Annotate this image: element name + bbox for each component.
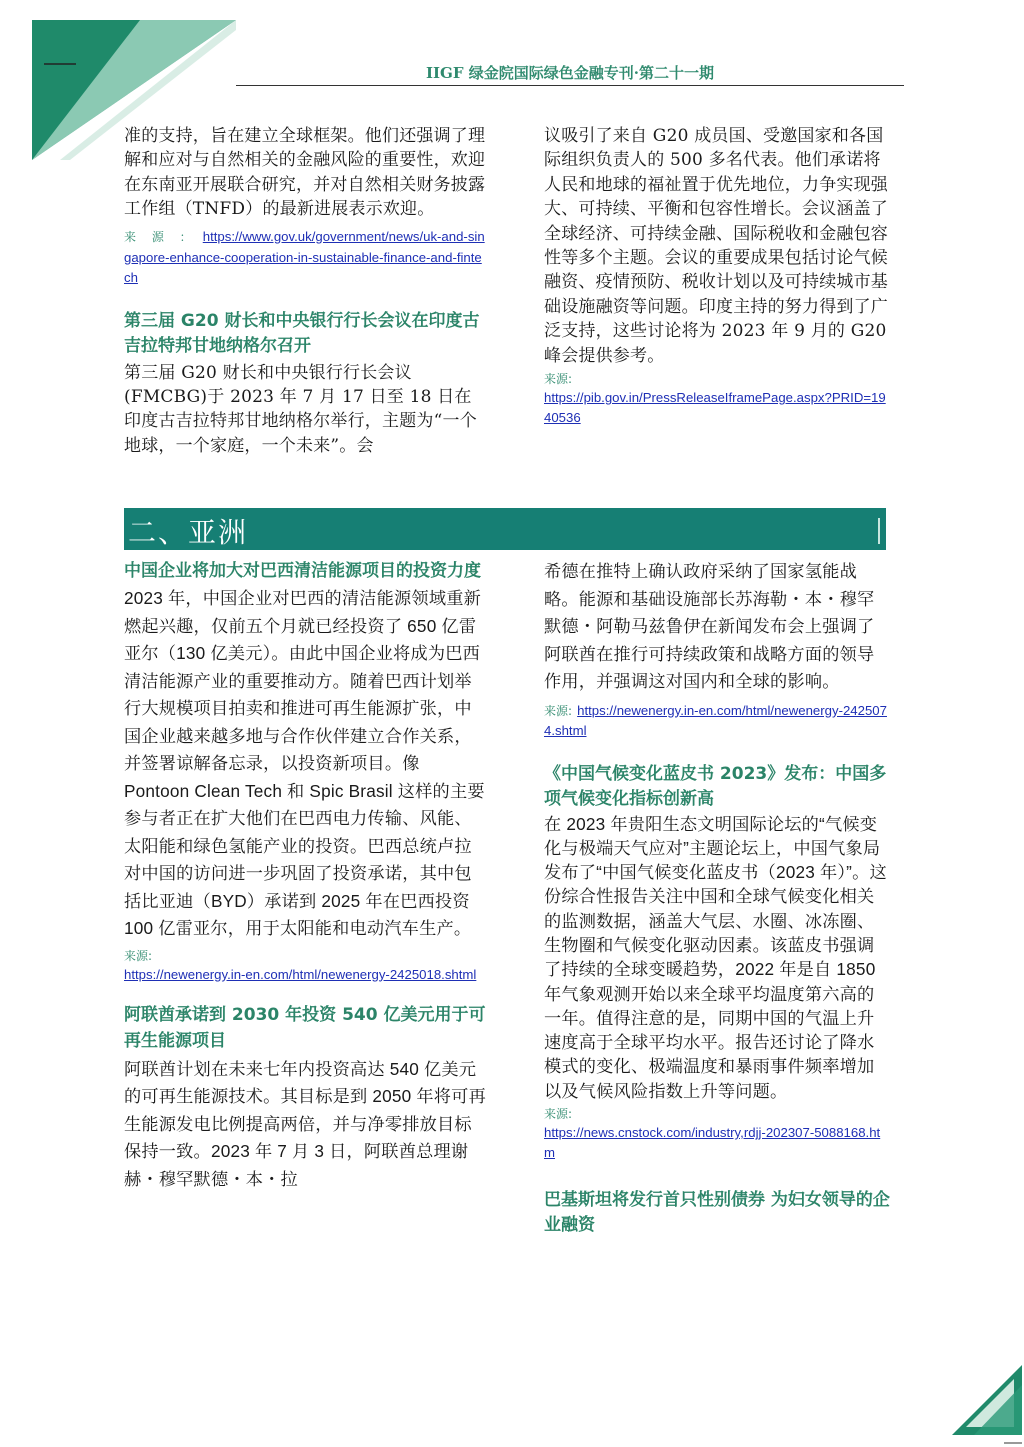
bluebook-heading: 《中国气候变化蓝皮书 2023》发布：中国多项气候变化指标创新高 xyxy=(544,763,887,809)
brazil-investment-paragraph: 2023 年，中国企业对巴西的清洁能源领域重新燃起兴趣，仅前五个月就已经投资了 650 亿雷亚尔（130 亿美元）。由此中国企业将成为巴西清洁能源产业的重要推动方。随着巴西计划举行大规模项目拍卖和推进可再生能源扩张，中国企业越来越多地与合作伙伴建立合作关系，并签署谅解备忘录，以投资新项目。像 Pontoon Clean Tech 和 Spic Brasil 这样的主要参与者正在扩大他们在巴西电力传输、风能、太阳能和绿色氢能产业的投资。巴西总统卢拉对中国的访问进一步巩固了投资承诺，其中包括比亚迪（BYD）承诺到 2025 年在巴西投资 100 亿雷亚尔，用于太阳能和电动汽车生产。 xyxy=(124,588,485,938)
source-link-gov-uk[interactable]: https://www.gov.uk/government/news/uk-and-singapore-enhance-cooperation-in-sustainable-finance-and-fintech xyxy=(124,228,485,285)
header-divider xyxy=(236,85,904,86)
pakistan-gender-bond-heading: 巴基斯坦将发行首只性别债券 为妇女领导的企业融资 xyxy=(544,1190,890,1236)
section-title: 二、亚洲 xyxy=(128,516,249,549)
asia-left-column xyxy=(124,558,488,1193)
source-label: 来源: xyxy=(544,703,573,718)
journal-header-title: IIGF 绿金院国际绿色金融专刊·第二十一期 xyxy=(426,64,714,82)
source-link-newenergy-2425018[interactable]: https://newenergy.in-en.com/html/newenergy-2425018.shtml xyxy=(124,966,477,982)
bluebook-paragraph: 在 2023 年贵阳生态文明国际论坛的“气候变化与极端天气应对”主题论坛上，中国气象局发布了“中国气候变化蓝皮书（2023 年）”。这份综合性报告关注中国和全球气候变化相关的监测数据，涵盖大气层、水圈、冰冻圈、生物圈和气候变化驱动因素。该蓝皮书强调了持续的全球变暖趋势，2022 年是自 1850 年气象观测开始以来全球平均温度第六高的一年。值得注意的是，同期中国的气温上升速度高于全球平均水平。报告还讨论了降水模式的变化、极端温度和暴雨事件频率增加以及气候风险指数上升等问题。 xyxy=(544,813,887,1101)
uae-investment-heading: 阿联酋承诺到 2030 年投资 540 亿美元用于可再生能源项目 xyxy=(124,1004,486,1051)
g20-continued-paragraph: 议吸引了来自 G20 成员国、受邀国家和各国际组织负责人的 500 多名代表。他们承诺将人民和地球的福祉置于优先地位，力争实现强大、可持续、平衡和包容性增长。会议涵盖了全球经济、可持续金融、国际税收和金融包容性等多个主题。会议的重要成果包括讨论气候融资、疫情预防、税收计划以及可持续城市基础设施融资等问题。印度主持的努力得到了广泛支持，这些讨论将为 2023 年 9 月的 G20 峰会提供参考。 xyxy=(544,126,888,366)
corner-decoration-bottom-right xyxy=(934,1357,1024,1447)
top-left-column xyxy=(124,124,486,458)
section-header-asia xyxy=(124,508,886,550)
source-label: 来源: xyxy=(124,948,153,963)
source-label: 来 源 ： xyxy=(124,229,198,244)
brazil-investment-heading: 中国企业将加大对巴西清洁能源项目的投资力度 xyxy=(124,561,481,581)
uae-investment-paragraph: 阿联酋计划在未来七年内投资高达 540 亿美元的可再生能源技术。其目标是到 2050 年将可再生能源发电比例提高两倍，并与净零排放目标保持一致。2023 年 7 月 3 日，阿联酋总理谢赫・穆罕默德・本・拉 xyxy=(124,1058,486,1189)
source-label: 来源: xyxy=(544,1107,573,1122)
top-right-column xyxy=(544,124,890,427)
source-link-pib[interactable]: https://pib.gov.in/PressReleaseIframePage.aspx?PRID=1940536 xyxy=(544,390,886,426)
source-link-newenergy-2425074[interactable]: https://newenergy.in-en.com/html/newenergy-2425074.shtml xyxy=(544,702,887,738)
source-link-cnstock[interactable]: https://news.cnstock.com/industry,rdjj-202307-5088168.htm xyxy=(544,1125,881,1161)
g20-heading: 第三届 G20 财长和中央银行行长会议在印度古吉拉特邦甘地纳格尔召开 xyxy=(124,310,480,356)
source-label: 来源: xyxy=(544,372,573,387)
section-bar-tick xyxy=(878,518,880,544)
g20-paragraph: 第三届 G20 财长和中央银行行长会议(FMCBG)于 2023 年 7 月 17 日至 18 日在印度古吉拉特邦甘地纳格尔举行，主题为“一个地球，一个家庭，一个未来”。会 xyxy=(124,362,477,456)
uae-continued-paragraph: 希德在推特上确认政府采纳了国家氢能战略。能源和基础设施部长苏海勒・本・穆罕默德・阿勒马兹鲁伊在新闻发布会上强调了阿联酋在推行可持续政策和战略方面的领导作用，并强调这对国内和全球的影响。 xyxy=(544,561,875,691)
tnfd-paragraph: 准的支持，旨在建立全球框架。他们还强调了理解和应对与自然相关的金融风险的重要性，欢迎在东南亚开展联合研究，并对自然相关财务披露工作组（TNFD）的最新进展表示欢迎。 xyxy=(124,126,486,220)
asia-right-column xyxy=(544,558,890,1238)
